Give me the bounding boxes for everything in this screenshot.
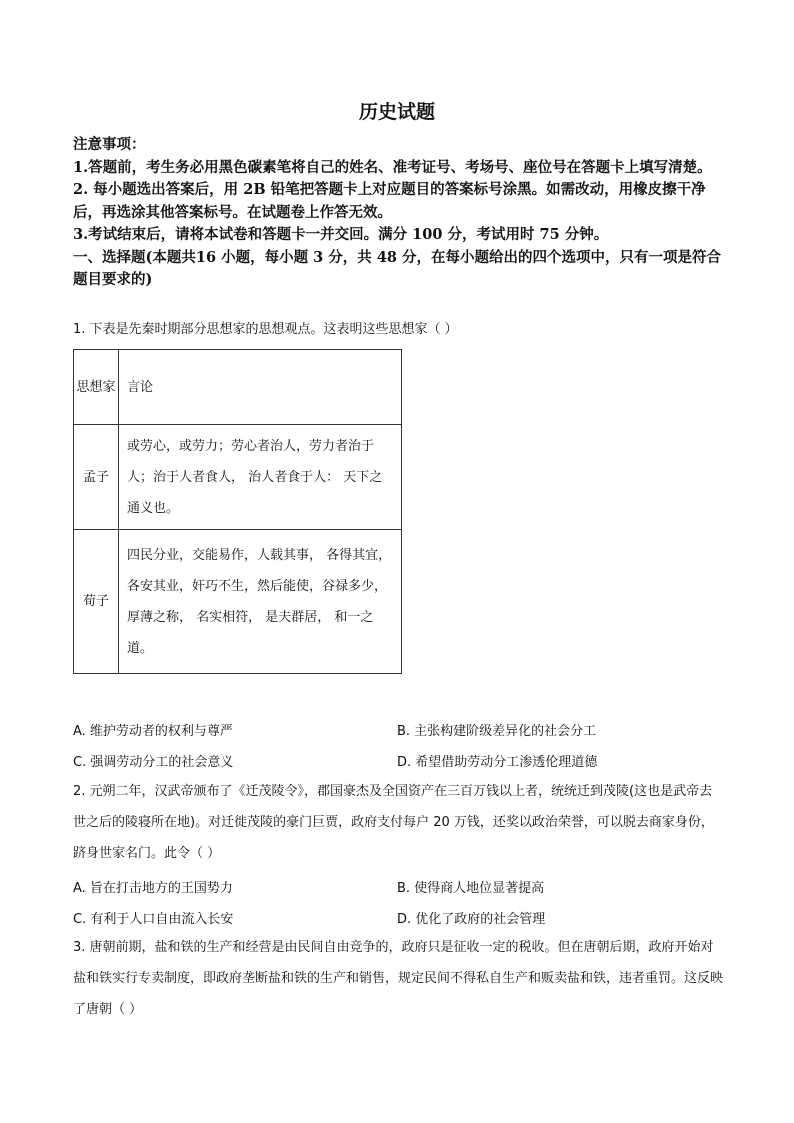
instructions-heading: 注意事项： <box>73 136 146 153</box>
question-1-table <box>73 349 402 674</box>
instruction-item: 1.答题前，考生务必用黑色碳素笔将自己的姓名、准考证号、考场号、座位号在答题卡上填写清楚。 <box>73 158 712 176</box>
table-header-speech: 言论 <box>119 350 402 425</box>
option-d[interactable]: D. 希望借助劳动分工渗透伦理道德 <box>397 755 598 770</box>
table-cell-thinker: 荀子 <box>74 530 119 674</box>
page-title: 历史试题 <box>358 101 435 123</box>
table-cell-speech: 四民分业，交能易作，人载其事， 各得其宜，各安其业，奸巧不生，然后能使，谷禄多少， 厚薄之称， 名实相符， 是夫群居， 和一之道。 <box>119 530 402 674</box>
instruction-item: 3.考试结束后，请将本试卷和答题卡一并交回。满分 100 分，考试用时 75 分钟。 <box>73 226 609 243</box>
table-header-thinker: 思想家 <box>74 350 119 425</box>
option-b[interactable]: B. 主张构建阶级差异化的社会分工 <box>397 724 597 739</box>
instruction-item: 2. 每小题选出答案后，用 2B 铅笔把答题卡上对应题目的答案标号涂黑。如需改动，用橡皮擦干净后，再选涂其他答案标号。在试题卷上作答无效。 <box>73 181 706 221</box>
option-d[interactable]: D. 优化了政府的社会管理 <box>397 912 546 927</box>
table-cell-thinker: 孟子 <box>74 425 119 530</box>
option-c[interactable]: C. 有利于人口自由流入长安 <box>73 912 234 927</box>
option-a[interactable]: A. 维护劳动者的权利与尊严 <box>73 724 233 739</box>
question-1-stem: 1. 下表是先秦时期部分思想家的思想观点。这表明这些思想家（ ） <box>73 322 458 337</box>
question-3-stem: 3. 唐朝前期，盐和铁的生产和经营是由民间自由竞争的，政府只是征收一定的税收。但在唐朝后期，政府开始对盐和铁实行专卖制度，即政府垄断盐和铁的生产和销售，规定民间不得私自生产和贩卖盐和铁，违者重罚。这反映了唐朝（ ） <box>73 940 724 1017</box>
option-c[interactable]: C. 强调劳动分工的社会意义 <box>73 755 234 770</box>
option-b[interactable]: B. 使得商人地位显著提高 <box>397 881 545 896</box>
instructions <box>73 134 723 292</box>
table-header-row <box>74 350 402 425</box>
section-heading: 一、选择题(本题共16 小题，每小题 3 分，共 48 分，在每小题给出的四个选项中，只有一项是符合题目要求的) <box>73 248 722 288</box>
option-a[interactable]: A. 旨在打击地方的王国势力 <box>73 881 233 896</box>
table-cell-speech: 或劳心，或劳力；劳心者治人，劳力者治于人；治于人者食人， 治人者食于人： 天下之通义也。 <box>119 425 402 530</box>
table-row <box>74 530 402 674</box>
question-2-stem: 2. 元朔二年，汉武帝颁布了《迁茂陵令》，郡国豪杰及全国资产在三百万钱以上者，统统迁到茂陵(这也是武帝去世之后的陵寝所在地)。对迁徙茂陵的豪门巨贾，政府支付每户 20 万钱，还奖以政治荣誉，可以脱去商家身份，跻身世家名门。此令（ ） <box>73 784 714 861</box>
table-row <box>74 425 402 530</box>
